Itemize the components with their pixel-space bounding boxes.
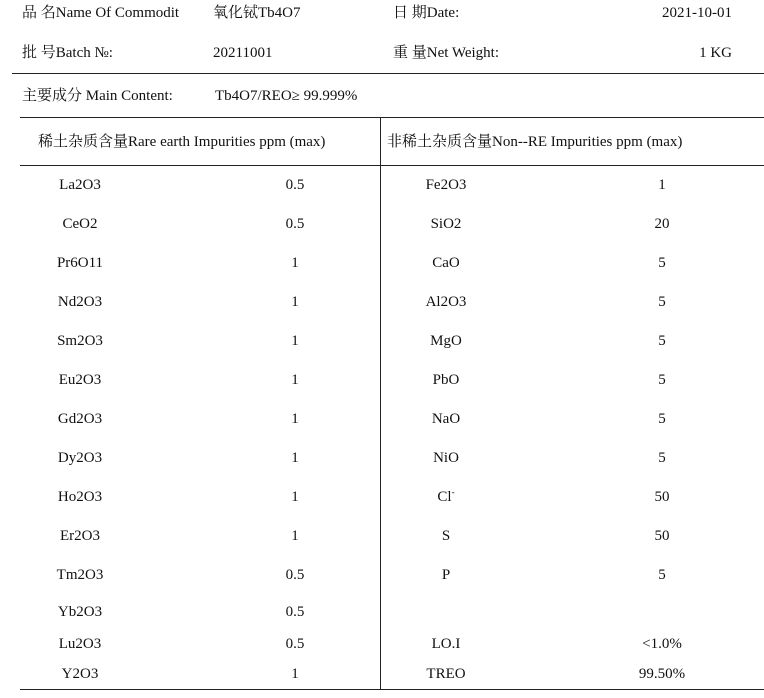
batch-label: 批 号Batch №: — [22, 45, 113, 61]
rare-earth-oxide-value-text: 1 — [291, 411, 299, 427]
non-re-impurity-value — [639, 665, 685, 683]
rare-earth-oxide-name — [63, 215, 98, 233]
table-header-border — [20, 165, 764, 166]
rare-earth-impurities-header: 稀土杂质含量Rare earth Impurities ppm (max) — [38, 134, 326, 150]
non-re-impurity-name-text: P — [441, 567, 451, 583]
rare-earth-oxide-value — [291, 488, 299, 506]
non-re-impurity-name — [433, 371, 460, 389]
main-content-label: 主要成分 Main Content: — [22, 88, 173, 104]
rare-earth-oxide-name — [57, 332, 103, 350]
rare-earth-oxide-name-text: Nd2O3 — [57, 294, 103, 310]
rare-earth-oxide-value-text: 0.5 — [285, 604, 305, 620]
table-bottom-border — [20, 689, 764, 690]
non-re-impurity-value-text: 5 — [658, 333, 666, 349]
non-re-impurity-value — [658, 449, 666, 467]
non-re-impurity-name — [433, 449, 459, 467]
non-re-impurity-value-text: <1.0% — [642, 636, 682, 652]
rare-earth-oxide-value — [291, 293, 299, 311]
non-re-impurity-value — [642, 635, 682, 653]
rare-earth-oxide-value — [286, 566, 305, 584]
rare-earth-oxide-name — [59, 635, 102, 653]
rare-earth-oxide-value — [291, 449, 299, 467]
weight-label: 重 量Net Weight: — [393, 45, 500, 61]
header-divider — [12, 73, 764, 74]
non-re-impurity-value — [658, 293, 666, 311]
rare-earth-oxide-name-text: Lu2O3 — [58, 636, 102, 652]
rare-earth-oxide-value — [291, 410, 299, 428]
rare-earth-oxide-name — [57, 254, 103, 272]
rare-earth-oxide-name — [58, 293, 102, 311]
non-re-impurity-name-text: TREO — [426, 666, 466, 682]
non-re-impurity-value-text: 20 — [654, 216, 670, 232]
non-re-impurity-value-text: 5 — [658, 294, 666, 310]
non-re-impurity-name — [430, 332, 462, 350]
rare-earth-oxide-name-text: Dy2O3 — [57, 450, 103, 466]
rare-earth-oxide-value — [291, 332, 299, 350]
rare-earth-oxide-name-text: CeO2 — [62, 216, 98, 232]
rare-earth-oxide-name-text: Sm2O3 — [57, 333, 103, 349]
table-top-border — [20, 117, 764, 118]
rare-earth-oxide-name — [62, 665, 99, 683]
rare-earth-oxide-name — [59, 371, 102, 389]
rare-earth-oxide-name — [58, 488, 102, 506]
non-re-impurity-name — [442, 527, 450, 545]
non-re-impurity-name-text: S — [441, 528, 451, 544]
non-re-impurity-value — [655, 527, 670, 545]
table-column-divider — [380, 117, 381, 690]
rare-earth-oxide-name-text: Eu2O3 — [58, 372, 102, 388]
non-re-impurity-name-text: Fe2O3 — [425, 177, 467, 193]
non-re-impurity-value — [658, 371, 666, 389]
rare-earth-oxide-name — [60, 527, 100, 545]
non-re-impurity-value — [658, 410, 666, 428]
non-re-impurities-header: 非稀土杂质含量Non--RE Impurities ppm (max) — [387, 134, 683, 150]
non-re-impurity-name — [432, 410, 460, 428]
rare-earth-oxide-value-text: 1 — [291, 450, 299, 466]
main-content-value: Tb4O7/REO≥ 99.999% — [215, 88, 358, 104]
rare-earth-oxide-name-text: Ho2O3 — [57, 489, 103, 505]
non-re-impurity-name — [432, 254, 460, 272]
non-re-impurity-name — [437, 488, 454, 506]
rare-earth-oxide-value-text: 0.5 — [285, 567, 305, 583]
non-re-impurity-value-text: 99.50% — [638, 666, 686, 682]
rare-earth-oxide-name-text: Gd2O3 — [57, 411, 103, 427]
rare-earth-oxide-value — [291, 254, 299, 272]
rare-earth-oxide-value-text: 1 — [291, 294, 299, 310]
non-re-impurity-name — [426, 176, 467, 194]
commodity-label: 品 名Name Of Commodit — [22, 5, 180, 21]
non-re-impurity-name — [426, 665, 465, 683]
non-re-impurity-value — [658, 176, 666, 194]
batch-value: 20211001 — [213, 45, 273, 61]
non-re-impurity-name-text: MgO — [430, 333, 462, 349]
non-re-impurity-name-text: CaO — [432, 255, 460, 271]
non-re-impurity-value-text: 5 — [658, 411, 666, 427]
non-re-impurity-value-text: 5 — [658, 255, 666, 271]
non-re-impurity-name-text: Cl — [437, 489, 452, 505]
rare-earth-oxide-value-text: 1 — [291, 489, 299, 505]
rare-earth-oxide-value-text: 0.5 — [285, 636, 305, 652]
non-re-impurity-name — [431, 215, 462, 233]
non-re-impurity-value-text: 5 — [658, 372, 666, 388]
non-re-impurity-value — [655, 215, 670, 233]
non-re-impurity-value-text: 50 — [654, 489, 670, 505]
date-label: 日 期Date: — [393, 5, 460, 21]
non-re-impurity-name-text: PbO — [432, 372, 460, 388]
non-re-impurity-value-text: 1 — [658, 177, 666, 193]
rare-earth-oxide-value-text: 1 — [291, 255, 299, 271]
rare-earth-oxide-name — [58, 410, 102, 428]
rare-earth-oxide-name-text: Er2O3 — [60, 528, 100, 544]
non-re-impurity-value-text: 5 — [658, 567, 666, 583]
rare-earth-oxide-value — [291, 527, 299, 545]
non-re-impurity-value — [658, 332, 666, 350]
rare-earth-oxide-name — [57, 566, 104, 584]
non-re-impurity-name-text: NaO — [431, 411, 461, 427]
rare-earth-oxide-name-text: Y2O3 — [61, 666, 99, 682]
rare-earth-oxide-value-text: 1 — [291, 666, 299, 682]
date-value: 2021-10-01 — [662, 5, 732, 21]
non-re-impurity-value — [658, 566, 666, 584]
rare-earth-oxide-name-text: Yb2O3 — [57, 604, 103, 620]
non-re-impurity-name-text: NiO — [433, 450, 459, 466]
rare-earth-oxide-value-text: 1 — [291, 528, 299, 544]
non-re-impurity-name — [432, 635, 461, 653]
non-re-impurity-name-text: LO.I — [431, 636, 461, 652]
non-re-impurity-name-text: Al2O3 — [425, 294, 467, 310]
rare-earth-oxide-value — [286, 635, 305, 653]
non-re-impurity-name — [426, 293, 467, 311]
rare-earth-oxide-value-text: 1 — [291, 333, 299, 349]
rare-earth-oxide-name — [58, 449, 102, 467]
rare-earth-oxide-name-text: La2O3 — [59, 177, 101, 193]
rare-earth-oxide-name — [58, 603, 102, 621]
rare-earth-oxide-value — [286, 603, 305, 621]
rare-earth-oxide-value-text: 1 — [291, 372, 299, 388]
rare-earth-oxide-value — [286, 215, 305, 233]
weight-value: 1 KG — [699, 45, 732, 61]
rare-earth-oxide-value — [286, 176, 305, 194]
rare-earth-oxide-value — [291, 665, 299, 683]
non-re-impurity-name — [442, 566, 450, 584]
non-re-impurity-name-text: SiO2 — [430, 216, 462, 232]
rare-earth-oxide-name-text: Tm2O3 — [56, 567, 104, 583]
non-re-impurity-value — [658, 254, 666, 272]
non-re-impurity-value-text: 5 — [658, 450, 666, 466]
rare-earth-oxide-name-text: Pr6O11 — [56, 255, 104, 271]
charge-superscript: - — [451, 487, 455, 497]
rare-earth-oxide-value-text: 0.5 — [285, 177, 305, 193]
rare-earth-oxide-value-text: 0.5 — [285, 216, 305, 232]
non-re-impurity-value — [655, 488, 670, 506]
non-re-impurity-value-text: 50 — [654, 528, 670, 544]
rare-earth-oxide-name — [59, 176, 101, 194]
rare-earth-oxide-value — [291, 371, 299, 389]
commodity-value: 氧化铽Tb4O7 — [213, 5, 301, 21]
